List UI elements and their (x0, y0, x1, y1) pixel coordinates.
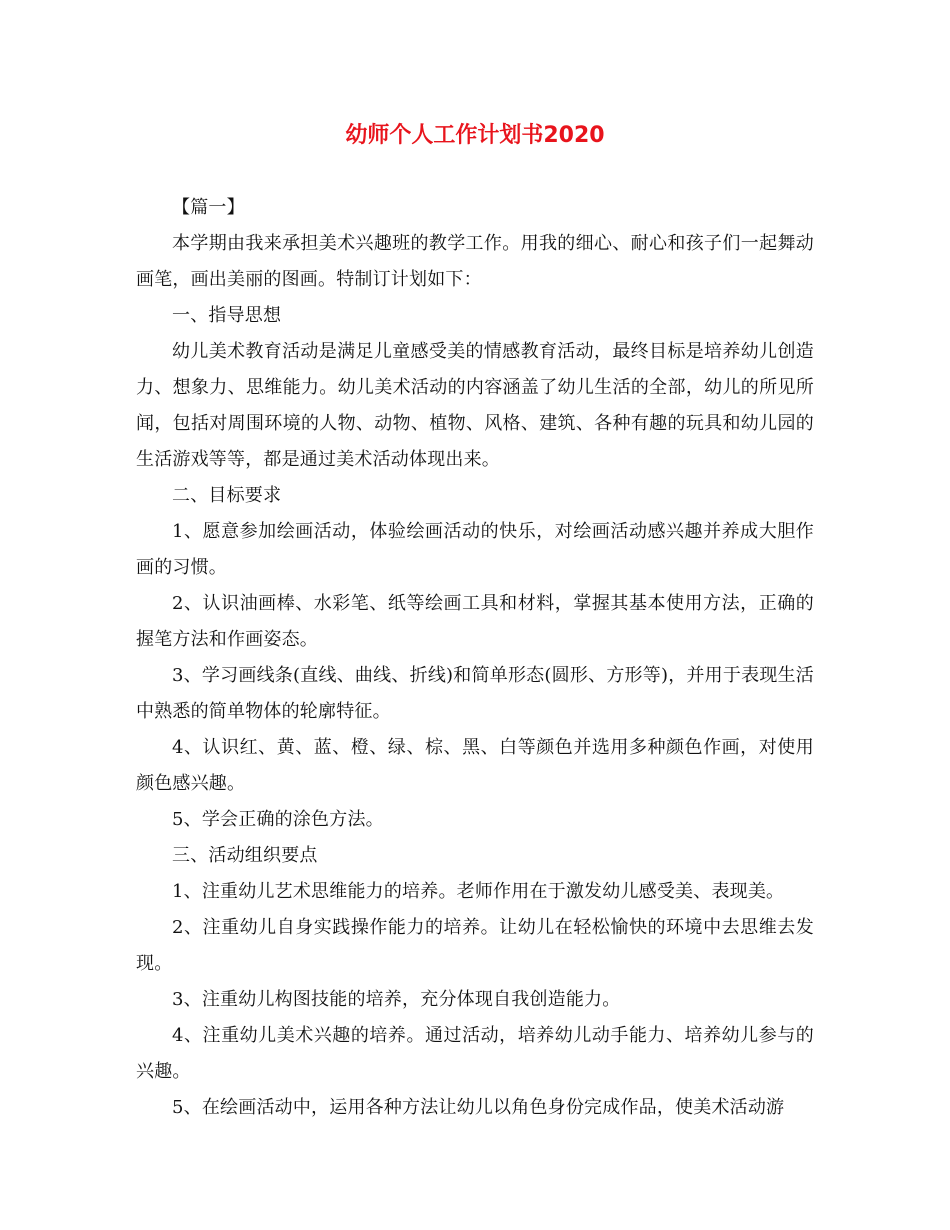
goal-item-3: 3、学习画线条(直线、曲线、折线)和简单形态(圆形、方形等)，并用于表现生活中熟悉的简单物体的轮廓特征。 (136, 665, 814, 722)
goal-item-2: 2、认识油画棒、水彩笔、纸等绘画工具和材料，掌握其基本使用方法，正确的握笔方法和作画姿态。 (136, 593, 814, 650)
goal-item-4: 4、认识红、黄、蓝、橙、绿、棕、黑、白等颜色并选用多种颜色作画，对使用颜色感兴趣。 (136, 737, 814, 794)
section-heading-activity-points: 三、活动组织要点 (172, 845, 318, 866)
activity-point-5: 5、在绘画活动中，运用各种方法让幼儿以角色身份完成作品，使美术活动游 (172, 1097, 785, 1118)
activity-point-2: 2、注重幼儿自身实践操作能力的培养。让幼儿在轻松愉快的环境中去思维去发现。 (136, 917, 814, 974)
goal-item-5: 5、学会正确的涂色方法。 (172, 809, 384, 830)
section-heading-guiding-thought: 一、指导思想 (172, 305, 282, 326)
section-marker: 【篇一】 (172, 197, 245, 218)
activity-point-1: 1、注重幼儿艺术思维能力的培养。老师作用在于激发幼儿感受美、表现美。 (172, 881, 785, 902)
guiding-thought-paragraph: 幼儿美术教育活动是满足儿童感受美的情感教育活动，最终目标是培养幼儿创造力、想象力、思维能力。幼儿美术活动的内容涵盖了幼儿生活的全部，幼儿的所见所闻，包括对周围环境的人物、动物、植物、风格、建筑、各种有趣的玩具和幼儿园的生活游戏等等，都是通过美术活动体现出来。 (136, 341, 814, 470)
document-body (136, 190, 814, 1126)
activity-point-4: 4、注重幼儿美术兴趣的培养。通过活动，培养幼儿动手能力、培养幼儿参与的兴趣。 (136, 1025, 814, 1082)
goal-item-1: 1、愿意参加绘画活动，体验绘画活动的快乐，对绘画活动感兴趣并养成大胆作画的习惯。 (136, 521, 814, 578)
activity-point-3: 3、注重幼儿构图技能的培养，充分体现自我创造能力。 (172, 989, 621, 1010)
document-title: 幼师个人工作计划书2020 (345, 123, 605, 148)
section-heading-goals: 二、目标要求 (172, 485, 282, 506)
intro-paragraph: 本学期由我来承担美术兴趣班的教学工作。用我的细心、耐心和孩子们一起舞动画笔，画出美丽的图画。特制订计划如下： (136, 233, 814, 290)
